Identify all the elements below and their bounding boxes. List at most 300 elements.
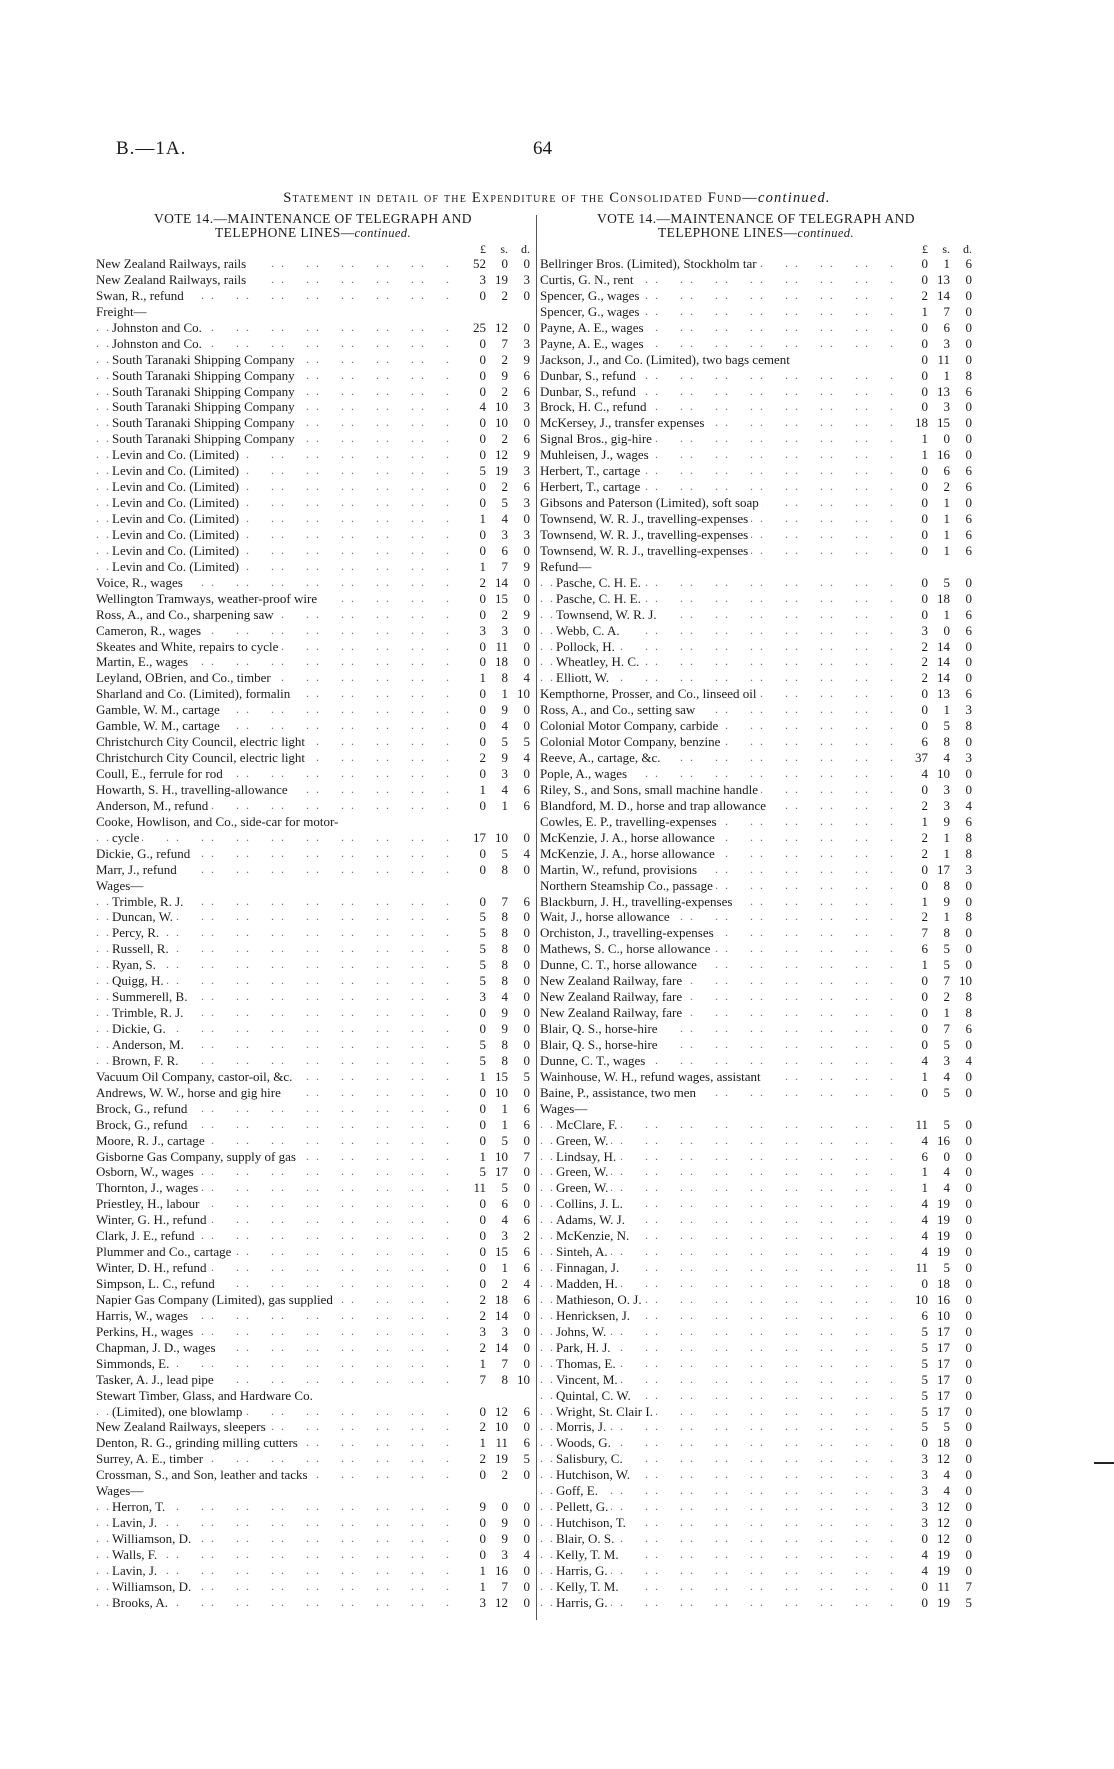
entry-amount [898, 1388, 972, 1404]
entry-description [96, 1133, 456, 1149]
entry-pence: 0 [965, 654, 972, 670]
entry-row [540, 846, 972, 862]
entry-text: South Taranaki Shipping Company [112, 415, 298, 430]
entry-text: McKenzie, J. A., horse allowance [540, 846, 718, 861]
entry-pounds: 1 [479, 1435, 486, 1451]
entry-shillings: 16 [495, 1562, 508, 1578]
entry-pence: 9 [523, 606, 530, 622]
entry-row [96, 288, 530, 304]
entry-text: Wait, J., horse allowance [540, 909, 673, 924]
entry-pounds: 0 [479, 495, 486, 511]
entry-shillings: 10 [495, 1148, 508, 1164]
entry-text: Levin and Co. (Limited) [112, 511, 242, 526]
entry-pence: 6 [523, 1244, 530, 1260]
entry-amount [898, 702, 972, 718]
entry-row [540, 782, 972, 798]
entry-pence: 0 [965, 1084, 972, 1100]
entry-shillings: 14 [937, 670, 950, 686]
entry-amount [456, 1117, 530, 1133]
shillings-label: s. [500, 242, 508, 256]
entry-pounds: 0 [479, 1021, 486, 1036]
entry-amount [456, 1292, 530, 1308]
entry-text: Quintal, C. W. [556, 1388, 634, 1403]
entry-text: Wages— [96, 878, 146, 893]
entry-row [540, 1005, 972, 1021]
entry-row [540, 1324, 972, 1340]
entry-description [96, 1419, 456, 1435]
entry-text: Payne, A. E., wages [540, 336, 647, 351]
entry-amount [898, 750, 972, 766]
entry-shillings: 11 [495, 638, 508, 654]
entry-row [96, 1196, 530, 1212]
entry-pence: 0 [523, 861, 530, 877]
entry-text: Green, W. [556, 1180, 611, 1195]
entry-amount [898, 559, 972, 575]
entry-text: Voice, R., wages [96, 575, 186, 590]
entry-description [540, 1228, 898, 1244]
entry-amount [456, 511, 530, 527]
entry-pounds: 1 [921, 813, 928, 829]
entry-amount [898, 798, 972, 814]
entry-shillings: 8 [501, 925, 508, 941]
entry-amount [898, 304, 972, 320]
entry-row [540, 1451, 972, 1467]
entry-pence: 3 [523, 463, 530, 479]
left-unit-labels [456, 243, 530, 256]
entry-pence: 0 [523, 1164, 530, 1180]
entry-row [540, 1196, 972, 1212]
entry-pence: 0 [523, 1515, 530, 1531]
entry-row [96, 1324, 530, 1340]
entry-row [96, 1435, 530, 1451]
entry-row [96, 1340, 530, 1356]
entry-shillings: 18 [937, 590, 950, 606]
entry-shillings: 1 [943, 829, 950, 845]
entry-shillings: 5 [501, 1132, 508, 1148]
entry-row [96, 878, 530, 894]
entry-shillings: 15 [495, 1068, 508, 1084]
entry-pounds: 0 [479, 335, 486, 351]
entry-row [540, 1117, 972, 1133]
entry-shillings: 3 [943, 1052, 950, 1068]
entry-text: Brown, F. R. [112, 1053, 182, 1068]
entry-amount [456, 798, 530, 814]
entry-row [540, 1340, 972, 1356]
entry-pence: 8 [965, 845, 972, 861]
entry-text: Brock, G., refund [96, 1101, 190, 1116]
margin-mark [1094, 1462, 1114, 1464]
entry-shillings: 16 [937, 447, 950, 463]
entry-amount [898, 973, 972, 989]
entry-amount [898, 1212, 972, 1228]
entry-shillings: 1 [943, 367, 950, 383]
entry-pence: 0 [965, 399, 972, 415]
entry-amount [898, 718, 972, 734]
entry-description [540, 575, 898, 591]
entry-pence: 0 [965, 1228, 972, 1244]
entry-pence: 0 [965, 1451, 972, 1467]
entry-description [540, 1260, 898, 1276]
entry-description [96, 463, 456, 479]
entry-pence: 4 [523, 1546, 530, 1562]
entry-pounds: 6 [921, 1148, 928, 1164]
entry-text: Quigg, H. [112, 973, 167, 988]
entry-text: Spencer, G., wages [540, 304, 642, 319]
entry-amount [456, 1164, 530, 1180]
entry-description [96, 607, 456, 623]
entry-pounds: 0 [479, 845, 486, 861]
entry-shillings: 1 [943, 495, 950, 511]
entry-row [540, 1260, 972, 1276]
entry-amount [898, 670, 972, 686]
entry-pence: 0 [965, 1323, 972, 1339]
entry-description [540, 368, 898, 384]
entry-shillings: 3 [501, 1546, 508, 1562]
entry-text: Stewart Timber, Glass, and Hardware Co. [96, 1388, 316, 1403]
entry-pence: 0 [523, 1339, 530, 1355]
entry-shillings: 3 [501, 766, 508, 781]
entry-pounds: 0 [921, 1036, 928, 1052]
entry-row [540, 256, 972, 272]
entry-text: Tasker, A. J., lead pipe [96, 1372, 217, 1387]
entry-amount [456, 1388, 530, 1404]
entry-text: Green, W. [556, 1164, 611, 1179]
entry-text: Duncan, W. [112, 909, 176, 924]
entry-pounds: 0 [479, 1132, 486, 1148]
entry-amount [456, 1515, 530, 1531]
entry-row [540, 399, 972, 415]
entry-text: Northern Steamship Co., passage [540, 878, 716, 893]
entry-pence: 6 [965, 256, 972, 271]
entry-pounds [456, 814, 486, 830]
entry-amount [898, 1180, 972, 1196]
entry-amount [898, 447, 972, 463]
entry-text: Hutchison, W. [556, 1467, 633, 1482]
entry-pence: 0 [523, 1005, 530, 1021]
entry-row [96, 782, 530, 798]
entry-description [96, 1085, 456, 1101]
entry-shillings: 3 [501, 1323, 508, 1339]
entry-text: Hutchison, T. [556, 1515, 629, 1530]
entry-shillings: 10 [495, 415, 508, 431]
entry-shillings: 5 [943, 718, 950, 734]
entry-pounds: 5 [479, 909, 486, 925]
entry-shillings: 4 [501, 511, 508, 526]
entry-description [96, 543, 456, 559]
entry-pence: 8 [965, 367, 972, 383]
entry-description [96, 814, 456, 830]
entry-row [96, 336, 530, 352]
entry-amount [456, 1340, 530, 1356]
entry-pence: 4 [965, 1052, 972, 1068]
entry-text: Salisbury, C. [556, 1451, 626, 1466]
entry-description [540, 1037, 898, 1053]
entry-pounds: 0 [479, 797, 486, 813]
entry-text: Woods, G. [556, 1435, 614, 1450]
entry-text: Simpson, L. C., refund [96, 1276, 218, 1291]
entry-pounds: 4 [921, 1196, 928, 1212]
entry-pence: 6 [965, 479, 972, 495]
right-entries [540, 256, 972, 1611]
entry-text: Moore, R. J., cartage [96, 1133, 208, 1148]
entry-row [540, 1037, 972, 1053]
entry-pence: 3 [523, 399, 530, 415]
entry-pence: 0 [523, 638, 530, 654]
entry-description [96, 782, 456, 798]
entry-description [540, 1547, 898, 1563]
entry-pence: 6 [965, 542, 972, 558]
entry-shillings: 10 [937, 766, 950, 781]
entry-pounds: 1 [921, 957, 928, 973]
entry-description [96, 1340, 456, 1356]
entry-text: Chapman, J. D., wages [96, 1340, 219, 1355]
entry-text: Trimble, R. J. [112, 1005, 186, 1020]
entry-shillings: 4 [501, 781, 508, 797]
entry-pounds: 3 [921, 1483, 928, 1499]
entry-pence: 0 [965, 495, 972, 511]
entry-row [540, 941, 972, 957]
entry-text: Harris, G. [556, 1563, 611, 1578]
entry-text: Priestley, H., labour [96, 1196, 203, 1211]
left-vote-heading [96, 212, 530, 240]
entry-shillings: 4 [943, 1180, 950, 1196]
entry-description [96, 734, 456, 750]
entry-pence: 3 [523, 495, 530, 511]
entry-description [96, 336, 456, 352]
entry-row [540, 654, 972, 670]
entry-pounds: 0 [921, 989, 928, 1005]
entry-description [96, 1388, 456, 1404]
entry-pence: 7 [523, 1148, 530, 1164]
entry-description [96, 623, 456, 639]
entry-pence: 0 [523, 957, 530, 973]
entry-shillings: 12 [495, 447, 508, 463]
entry-amount [898, 399, 972, 415]
entry-pounds: 5 [921, 1387, 928, 1403]
entry-shillings: 14 [937, 638, 950, 654]
entry-shillings: 19 [937, 1244, 950, 1260]
entry-row [540, 1419, 972, 1435]
entry-text: Ross, A., and Co., sharpening saw [96, 607, 277, 622]
entry-pence: 0 [965, 957, 972, 973]
entry-text: Gamble, W. M., cartage [96, 718, 223, 733]
entry-text: Brooks, A. [112, 1595, 171, 1610]
entry-pence: 0 [965, 766, 972, 781]
entry-shillings: 12 [937, 1499, 950, 1515]
entry-amount [898, 1340, 972, 1356]
entry-amount [456, 1101, 530, 1117]
entry-pounds: 0 [921, 319, 928, 335]
entry-description [96, 399, 456, 415]
entry-pounds: 0 [921, 479, 928, 495]
entry-amount [898, 925, 972, 941]
entry-text: Williamson, D. [112, 1579, 194, 1594]
entry-amount [898, 479, 972, 495]
entry-pounds: 4 [479, 399, 486, 415]
entry-pence: 0 [523, 702, 530, 718]
entry-text: New Zealand Railway, fare [540, 973, 685, 988]
entry-pounds: 0 [479, 1260, 486, 1276]
entry-pence: 9 [523, 351, 530, 367]
entry-shillings: 1 [501, 797, 508, 813]
entry-amount [456, 1356, 530, 1372]
entry-amount [456, 702, 530, 718]
entry-row [540, 447, 972, 463]
entry-description [540, 750, 898, 766]
entry-pounds: 0 [921, 256, 928, 271]
entry-description [540, 304, 898, 320]
entry-pounds: 3 [479, 622, 486, 638]
entry-text: Wheatley, H. C. [556, 654, 642, 669]
entry-shillings: 12 [937, 1451, 950, 1467]
entry-shillings [486, 1483, 508, 1499]
entry-description [540, 256, 898, 272]
entry-pounds: 3 [921, 1467, 928, 1483]
entry-pence: 0 [965, 431, 972, 447]
entry-shillings [928, 559, 950, 575]
entry-description [540, 1595, 898, 1611]
entry-pounds: 0 [479, 734, 486, 750]
entry-row [96, 1499, 530, 1515]
entry-row [540, 1579, 972, 1595]
entry-amount [898, 766, 972, 782]
entry-shillings: 17 [937, 1403, 950, 1419]
entry-shillings: 9 [943, 813, 950, 829]
entry-description [540, 670, 898, 686]
entry-row [96, 320, 530, 336]
entry-description [96, 1372, 456, 1388]
left-heading-line2-text: TELEPHONE LINES— [215, 225, 355, 240]
entry-pounds [456, 304, 486, 320]
entry-text: Herbert, T., cartage [540, 479, 643, 494]
entry-shillings: 2 [501, 431, 508, 447]
entry-pounds: 0 [921, 1594, 928, 1610]
entry-pence: 0 [965, 1148, 972, 1164]
entry-pence: 0 [523, 941, 530, 957]
entry-amount [898, 957, 972, 973]
entry-pence: 0 [965, 1371, 972, 1387]
entry-description [540, 862, 898, 878]
entry-description [540, 734, 898, 750]
entry-amount [456, 1579, 530, 1595]
entry-pounds: 0 [921, 606, 928, 622]
entry-description [540, 957, 898, 973]
entry-shillings: 4 [501, 989, 508, 1005]
entry-pounds: 1 [921, 893, 928, 909]
entry-shillings: 1 [501, 1260, 508, 1276]
entry-description [96, 1563, 456, 1579]
entry-description [540, 479, 898, 495]
entry-row [96, 670, 530, 686]
entry-description [96, 320, 456, 336]
entry-shillings: 9 [943, 893, 950, 909]
entry-pounds: 0 [921, 1005, 928, 1021]
entry-pence: 0 [523, 989, 530, 1005]
entry-text: Levin and Co. (Limited) [112, 447, 242, 462]
entry-pence: 7 [965, 1578, 972, 1594]
entry-pence: 0 [965, 638, 972, 654]
entry-text: Wright, St. Clair I. [556, 1404, 656, 1419]
entry-pence: 0 [523, 925, 530, 941]
entry-row [96, 399, 530, 415]
entry-pence: 0 [523, 1036, 530, 1052]
entry-pence: 8 [965, 989, 972, 1005]
entry-description [540, 623, 898, 639]
entry-row [540, 639, 972, 655]
entry-description [96, 1021, 456, 1037]
entry-amount [456, 973, 530, 989]
entry-row [96, 495, 530, 511]
entry-row [96, 607, 530, 623]
entry-shillings: 8 [501, 1052, 508, 1068]
entry-pounds: 6 [921, 941, 928, 957]
entry-pence: 0 [965, 1244, 972, 1260]
entry-shillings: 19 [937, 1562, 950, 1578]
entry-amount [456, 1467, 530, 1483]
entry-amount [456, 1244, 530, 1260]
entry-pounds: 0 [479, 1005, 486, 1021]
entry-pounds: 0 [479, 1467, 486, 1483]
entry-amount [898, 1005, 972, 1021]
entry-amount [898, 830, 972, 846]
entry-shillings: 0 [501, 256, 508, 271]
entry-amount [898, 463, 972, 479]
entry-amount [456, 686, 530, 702]
entry-pence: 0 [965, 1036, 972, 1052]
entry-pounds: 1 [479, 511, 486, 526]
entry-description [540, 1356, 898, 1372]
entry-amount [456, 1308, 530, 1324]
entry-pounds: 0 [479, 383, 486, 399]
entry-amount [456, 1180, 530, 1196]
entry-pence: 0 [523, 1419, 530, 1435]
entry-pounds: 0 [479, 1515, 486, 1531]
entry-pounds: 5 [479, 941, 486, 957]
entry-amount [898, 1133, 972, 1149]
entry-description [96, 830, 456, 846]
entry-shillings: 15 [495, 590, 508, 606]
entry-amount [898, 1260, 972, 1276]
entry-pence: 3 [523, 335, 530, 351]
entry-text: Howarth, S. H., travelling-allowance [96, 782, 291, 797]
entry-shillings: 9 [501, 1531, 508, 1546]
entry-row [540, 575, 972, 591]
entry-shillings: 2 [501, 479, 508, 495]
entry-description [96, 1483, 456, 1499]
entry-pounds: 2 [921, 654, 928, 670]
entry-pence: 0 [965, 1419, 972, 1435]
entry-amount [456, 607, 530, 623]
entry-pence: 0 [965, 734, 972, 750]
entry-pence: 4 [523, 670, 530, 686]
entry-description [540, 591, 898, 607]
entry-pence: 6 [523, 383, 530, 399]
entry-shillings: 8 [501, 973, 508, 989]
entry-text: (Limited), one blowlamp [112, 1404, 245, 1419]
entry-pence: 0 [523, 1052, 530, 1068]
entry-description [96, 1356, 456, 1372]
entry-pounds: 4 [921, 1132, 928, 1148]
entry-description [540, 798, 898, 814]
entry-amount [456, 766, 530, 782]
entry-pounds: 5 [921, 1419, 928, 1435]
entry-shillings: 3 [943, 797, 950, 813]
entry-amount [456, 750, 530, 766]
entry-pounds: 2 [479, 1307, 486, 1323]
entry-text: Winter, G. H., refund [96, 1212, 210, 1227]
entry-row [540, 1547, 972, 1563]
entry-shillings: 14 [495, 1307, 508, 1323]
